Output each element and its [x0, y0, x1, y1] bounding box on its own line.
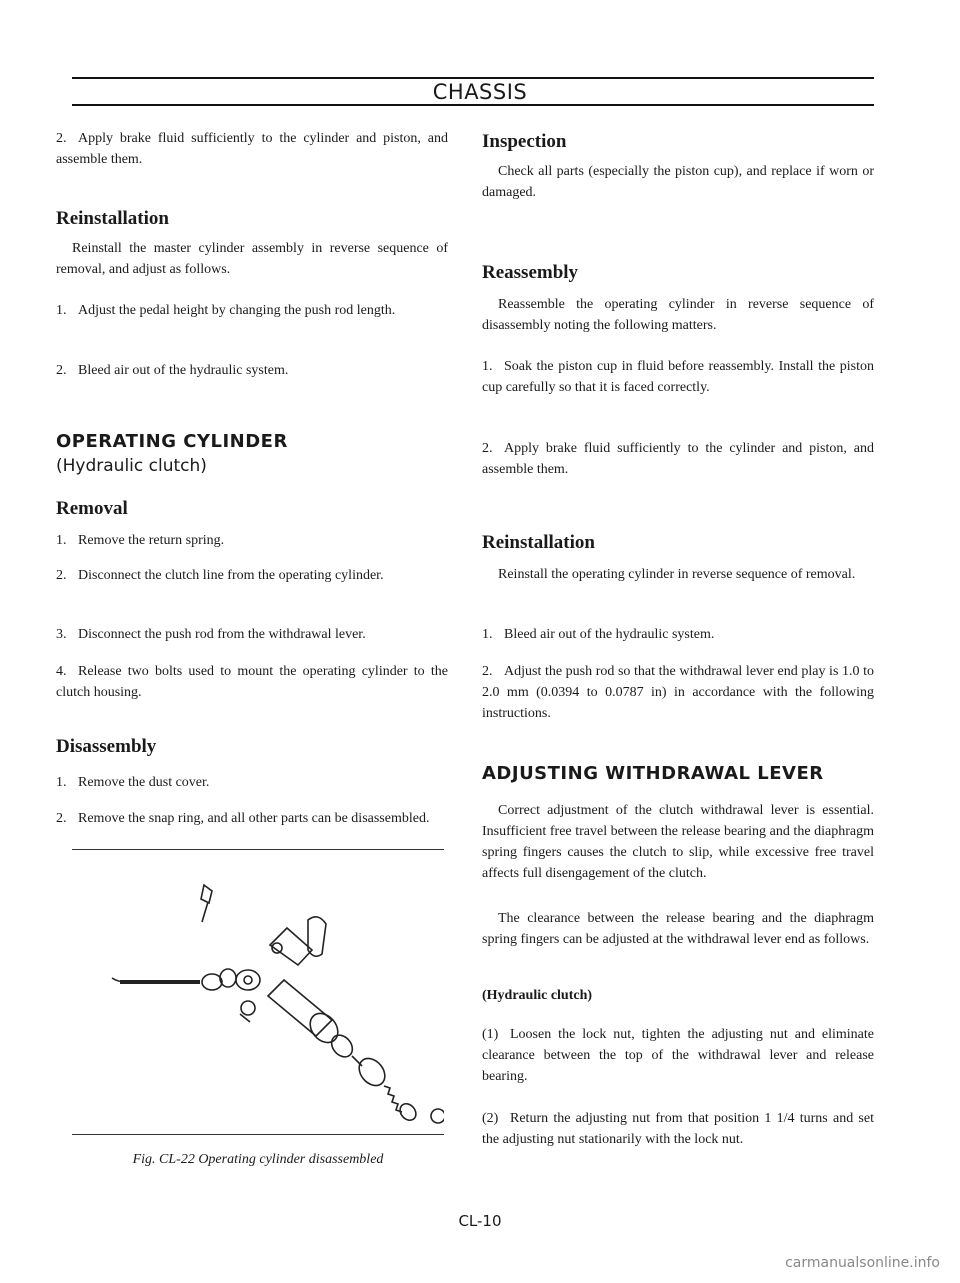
removal-item-4: 4. Release two bolts used to mount the operating cylinder to the clutch housing. — [56, 664, 448, 700]
bolt-top — [201, 885, 212, 903]
reinstallation-right-section — [482, 532, 874, 585]
return-spring — [384, 1086, 402, 1112]
operating-cylinder-subheading: (Hydraulic clutch) — [56, 456, 207, 476]
adjusting-heading: ADJUSTING WITHDRAWAL LEVER — [482, 763, 824, 784]
adjusting-para-2: The clearance between the release bearing and the diaphragm spring fingers can be adjusted at the withdrawal lever end as follows. — [482, 911, 874, 947]
hydraulic-clutch-subsection — [482, 988, 874, 1004]
reinstallation-heading: Reinstallation — [56, 208, 169, 229]
reinstall-right-item-1: 1. Bleed air out of the hydraulic system. — [482, 627, 715, 642]
reinstall-right-item-2: 2. Adjust the push rod so that the withdrawal lever end play is 1.0 to 2.0 mm (0.0394 to 0.0787 in) in accordance with the following instructions. — [482, 664, 874, 721]
clevis — [202, 974, 222, 990]
reassembly-item-1: 1. Soak the piston cup in fluid before reassembly. Install the piston cup carefully so that it is faced correctly. — [482, 359, 874, 395]
reinstallation-right-heading: Reinstallation — [482, 532, 595, 553]
adjust-step-1: (1) Loosen the lock nut, tighten the adjusting nut and eliminate clearance between the top of the withdrawal lever and release bearing. — [482, 1027, 874, 1084]
reassembly-heading: Reassembly — [482, 262, 579, 283]
operating-cylinder-section — [56, 431, 448, 476]
adjusting-para-1: Correct adjustment of the clutch withdrawal lever is essential. Insufficient free travel between the release bearing and the diaphragm spring fingers causes the clutch to slip, while excessive free travel affects full disengagement of the clutch. — [482, 803, 874, 881]
removal-item-3: 3. Disconnect the push rod from the withdrawal lever. — [56, 627, 366, 642]
reassembly-section — [482, 262, 874, 336]
apply-fluid-item: 2. Apply brake fluid sufficiently to the cylinder and piston, and assemble them. — [56, 131, 448, 167]
figure-caption: Fig. CL-22 Operating cylinder disassembled — [132, 1152, 384, 1167]
inspection-text: Check all parts (especially the piston cup), and replace if worn or damaged. — [482, 164, 874, 200]
removal-section — [56, 498, 448, 520]
bleeder-cap — [431, 1109, 444, 1123]
header-rule-bottom — [72, 104, 874, 106]
disassembly-heading: Disassembly — [56, 736, 157, 757]
disassembly-section — [56, 736, 448, 758]
disassembly-item-1: 1. Remove the dust cover. — [56, 775, 210, 790]
header-rule-top — [72, 77, 874, 79]
disassembly-item-2: 2. Remove the snap ring, and all other parts can be disassembled. — [56, 811, 430, 826]
reinstallation-text: Reinstall the master cylinder assembly in reverse sequence of removal, and adjust as follows. — [56, 241, 448, 277]
watermark: carmanualsonline.info — [785, 1255, 940, 1271]
operating-cylinder-heading: OPERATING CYLINDER — [56, 431, 288, 452]
mounting-bracket — [270, 928, 312, 965]
cylinder-body — [268, 980, 332, 1036]
reassembly-text: Reassemble the operating cylinder in reverse sequence of disassembly noting the following matters. — [482, 297, 874, 333]
adjusting-section — [482, 763, 874, 784]
exploded-parts-illustration — [72, 850, 444, 1134]
apply-fluid-text: Apply brake fluid sufficiently to the cylinder and piston, and assemble them. — [56, 131, 448, 167]
reinstallation-section — [56, 208, 448, 280]
reinstall-item-1: 1. Adjust the pedal height by changing the push rod length. — [56, 303, 396, 318]
inspection-heading: Inspection — [482, 131, 567, 152]
adjust-step-2: (2) Return the adjusting nut from that position 1 1/4 turns and set the adjusting nut stationarily with the lock nut. — [482, 1111, 874, 1147]
piston — [354, 1053, 390, 1090]
hydraulic-clutch-heading: (Hydraulic clutch) — [482, 988, 593, 1003]
reinstall-item-2: 2. Bleed air out of the hydraulic system. — [56, 363, 289, 378]
inspection-section — [482, 131, 874, 203]
removal-item-1: 1. Remove the return spring. — [56, 533, 225, 548]
removal-item-2: 2. Disconnect the clutch line from the operating cylinder. — [56, 568, 384, 583]
page-number: CL-10 — [458, 1212, 502, 1230]
page-header: CHASSIS — [432, 80, 528, 104]
operating-cylinder-figure — [72, 849, 444, 1135]
lock-nut — [236, 970, 260, 990]
reassembly-item-2: 2. Apply brake fluid sufficiently to the cylinder and piston, and assemble them. — [482, 441, 874, 477]
reinstallation-right-text: Reinstall the operating cylinder in reverse sequence of removal. — [498, 567, 856, 582]
removal-heading: Removal — [56, 498, 128, 519]
